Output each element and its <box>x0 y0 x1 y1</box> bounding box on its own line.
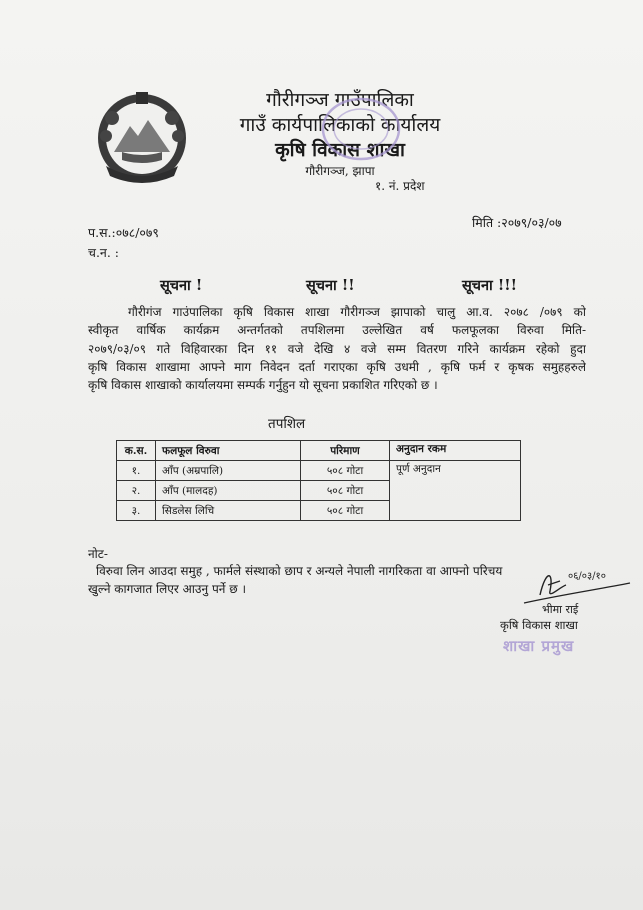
notice-heading-3: सूचना !!! <box>462 277 517 294</box>
cell-sapling: आँप (मालदह) <box>156 481 301 501</box>
note-text <box>88 562 588 598</box>
note-line: खुल्ने कागजात लिएर आउनु पर्ने छ । <box>88 582 247 596</box>
body-line: कृषि विकास शाखामा आफ्ने माग निवेदन दर्ता गराएका कृषि उधमी , कृषि फर्म र कृषक समुहहरुले <box>88 359 586 374</box>
municipality-name: गौरीगञ्ज गाउँपालिका <box>266 89 414 111</box>
body-line: कृषि विकास शाखाको कार्यालयमा सम्पर्क गर्नुहुन यो सूचना प्रकाशित गरिएको छ । <box>88 378 438 393</box>
body-line: २०७९/०३/०९ गते विहिवारका दिन ११ वजे देखि ४ वजे सम्म वितरण गरिने कार्यक्रम रहेको हुदा <box>88 341 586 356</box>
table-row <box>117 461 521 481</box>
cell-sapling: आँप (अम्रपालि) <box>156 461 301 481</box>
notice-heading-1: सूचना ! <box>160 277 203 294</box>
cell-serial: ३. <box>117 501 156 521</box>
cell-quantity: ५०८ गोटा <box>301 481 390 501</box>
branch-head-stamp: शाखा प्रमुख <box>503 637 575 655</box>
signature-date: ०६/०३/१० <box>568 571 606 582</box>
header-quantity: परिमाण <box>301 441 390 461</box>
nepal-emblem-icon <box>92 86 192 186</box>
document-date: मिति :२०७९/०३/०७ <box>472 215 562 230</box>
note-line: विरुवा लिन आउदा समुह , फार्मले संस्थाको छाप र अन्यले नेपाली नागरिकता वा आफ्नो परिचय <box>96 564 503 578</box>
dispatch-number: च.न. : <box>88 245 120 260</box>
cell-subsidy: पूर्ण अनुदान <box>390 461 521 521</box>
signatory-office: कृषि विकास शाखा <box>500 618 578 632</box>
office-name: गाउँ कार्यपालिकाको कार्यालय <box>239 114 441 136</box>
reference-number: प.स.:०७८/०७९ <box>88 225 159 240</box>
header-sapling: फलफूल विरुवा <box>156 441 301 461</box>
header-serial: क.स. <box>117 441 156 461</box>
cell-sapling: सिडलेस लिचि <box>156 501 301 521</box>
signatory-name: भीमा राई <box>542 603 579 616</box>
location: गौरीगञ्ज, झापा <box>305 164 375 178</box>
body-line: स्वीकृत वार्षिक कार्यक्रम अन्तर्गतको तपशिलमा उल्लेखित वर्ष फलफूलका विरुवा मिति- <box>88 323 586 338</box>
cell-quantity: ५०८ गोटा <box>301 461 390 481</box>
note-heading: नोट- <box>88 547 108 561</box>
table-header-row <box>117 441 521 461</box>
notice-body <box>88 303 586 394</box>
branch-name: कृषि विकास शाखा <box>275 139 405 161</box>
cell-quantity: ५०८ गोटा <box>301 501 390 521</box>
distribution-table <box>116 440 521 521</box>
cell-serial: १. <box>117 461 156 481</box>
body-line: गौरीगंज गाउंपालिका कृषि विकास शाखा गौरीगञ्ज झापाको चालु आ.व. २०७८ /०७९ को <box>128 305 586 319</box>
cell-serial: २. <box>117 481 156 501</box>
table-caption: तपशिल <box>268 416 306 432</box>
notice-heading-2: सूचना !! <box>306 277 355 294</box>
header-subsidy: अनुदान रकम <box>390 441 521 461</box>
office-stamp-icon <box>318 94 404 164</box>
province: १. नं. प्रदेश <box>375 179 425 193</box>
